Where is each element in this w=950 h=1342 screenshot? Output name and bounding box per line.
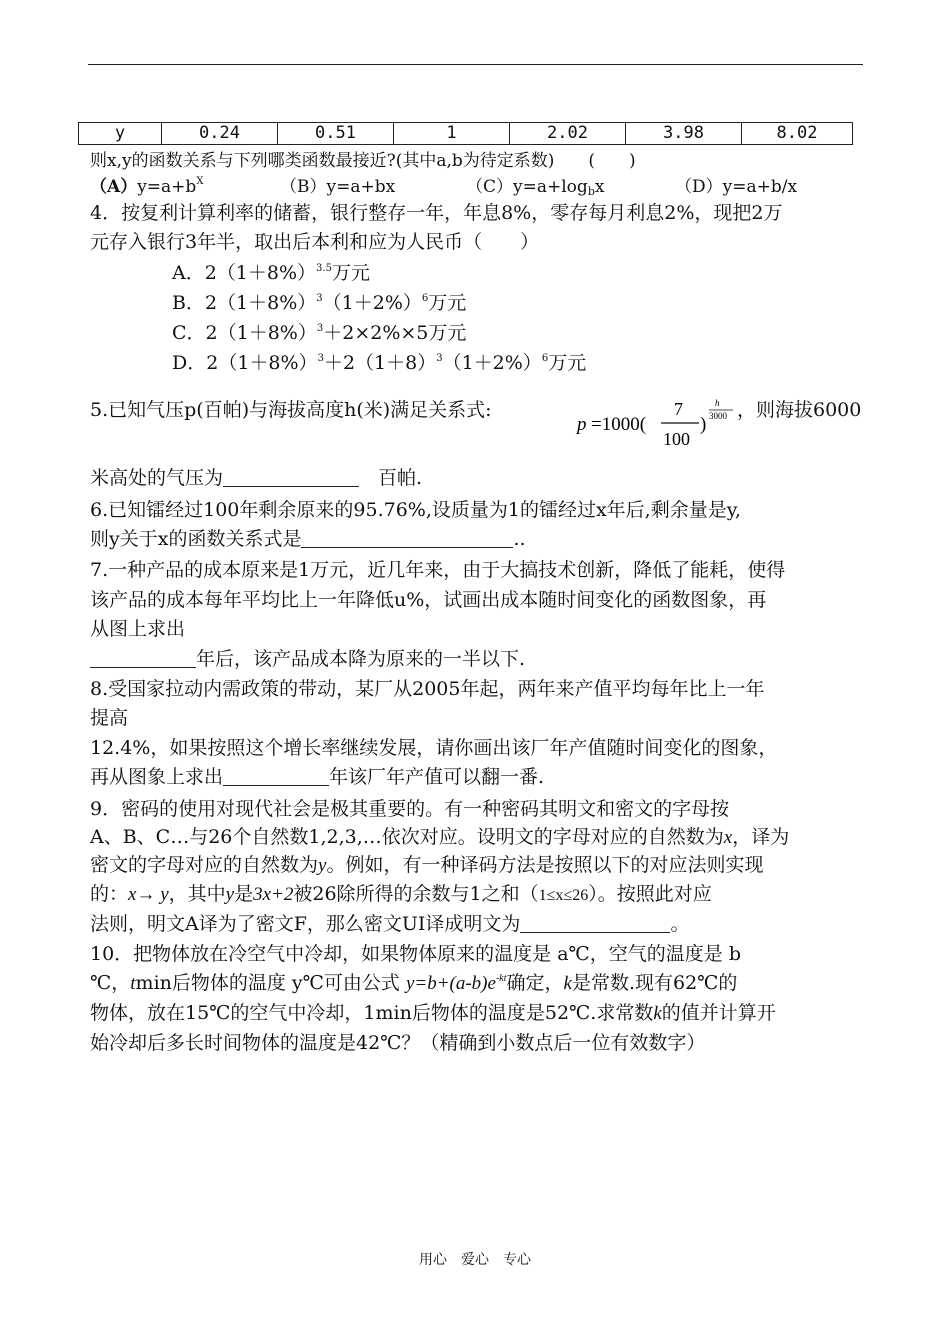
formula-exp-numerator: h <box>715 398 720 408</box>
q3-option-c: $(C)y=a+\log_bx$ <box>466 177 605 198</box>
q7-line-4: 年后，该产品成本降为原来的一半以下. <box>90 646 525 672</box>
q4-option-c: C．$2(1+8\%)^3+2\times 2\%\times 5$万元 <box>172 322 467 344</box>
q3-option-b: （B）y=a+bx <box>280 177 396 197</box>
q4-option-a: A．$2(1+8\%)^{3.5}$万元 <box>172 262 370 284</box>
q3-stem: 则x,y的函数关系与下列哪类函数最接近?(其中a,b为待定系数) ( ) <box>90 151 636 171</box>
formula-eq: =1000( <box>591 414 647 435</box>
answer-blank[interactable] <box>90 647 196 668</box>
answer-blank[interactable] <box>223 765 329 786</box>
answer-blank[interactable] <box>520 912 670 933</box>
table-cell: 3.98 <box>626 123 742 145</box>
pressure-formula <box>575 395 740 451</box>
page-footer: 用心 爱心 专心 <box>419 1252 531 1268</box>
q7-line-3: 从图上求出 <box>90 618 186 640</box>
table-cell: 8.02 <box>742 123 853 145</box>
q3-option-d: （D）y=a+b/x <box>675 177 798 197</box>
table-cell: 0.24 <box>162 123 278 145</box>
formula-close: ) <box>700 414 707 435</box>
q10-line-4: 始冷却后多长时间物体的温度是42℃？（精确到小数点后一位有效数字） <box>90 1032 706 1054</box>
q4-line-1: 4．按复利计算利率的储蓄，银行整存一年，年息8%，零存每月利息2%，现把2万 <box>90 202 783 224</box>
q8-line-3: 12.4%，如果按照这个增长率继续发展，请你画出该厂年产值随时间变化的图象， <box>90 737 778 759</box>
q6-line-1: 6.已知镭经过100年剩余原来的95.76%,设质量为1的镭经过x年后,剩余量是y, <box>90 499 741 521</box>
q3-option-a: $(A)y=a+b^X$ <box>90 176 204 197</box>
q8-line-2: 提高 <box>90 707 129 729</box>
formula-numerator: 7 <box>674 399 683 419</box>
table-cell: y <box>79 123 162 145</box>
q5-line-1b: ，则海拔6000 <box>737 399 862 421</box>
q10-line-1: 10．把物体放在冷空气中冷却，如果物体原来的温度是 a℃，空气的温度是 b <box>90 943 742 965</box>
q8-line-4: 再从图象上求出 年该厂年产值可以翻一番. <box>90 766 545 788</box>
q5-line-2: 米高处的气压为 百帕. <box>90 467 423 489</box>
q5-line-1a: 5.已知气压p(百帕)与海拔高度h(米)满足关系式: <box>90 399 492 421</box>
answer-blank[interactable] <box>301 527 513 548</box>
q10-line-3: 物体，放在15℃的空气中冷却，1min后物体的温度是52℃.求常数k的值并计算开 <box>90 1002 776 1024</box>
q4-option-d: D．$2(1+8\%)^3+2(1+8)^3(1+2\%)^6$万元 <box>172 352 587 374</box>
formula-exp-denominator: 3000 <box>709 411 727 421</box>
formula-denominator: 100 <box>663 429 690 449</box>
table-row <box>79 123 853 145</box>
header-rule <box>88 64 863 65</box>
q9-line-1: 9．密码的使用对现代社会是极其重要的。有一种密码其明文和密文的字母按 <box>90 798 730 820</box>
q10-line-2: ℃，tmin后物体的温度 y℃可由公式 $y=b+(a-b)e^{-kt}$确定，k是常数.现有62℃的 <box>90 972 738 994</box>
q7-line-2: 该产品的成本每年平均比上一年降低u%，试画出成本随时间变化的函数图象，再 <box>90 589 767 611</box>
table-cell: 2.02 <box>510 123 626 145</box>
q9-line-5: 法则，明文A译为了密文F，那么密文UI译成明文为 。 <box>90 913 690 935</box>
q4-option-b: B．$2(1+8\%)^3(1+2\%)^6$万元 <box>172 292 467 314</box>
q6-line-2: 则y关于x的函数关系式是 .. <box>90 528 526 550</box>
q9-line-3: 密文的字母对应的自然数为y。例如，有一种译码方法是按照以下的对应法则实现 <box>90 854 764 876</box>
q8-line-1: 8.受国家拉动内需政策的带动，某厂从2005年起，两年来产值平均每年比上一年 <box>90 678 765 700</box>
formula-p: p <box>577 414 587 435</box>
table-cell: 0.51 <box>278 123 394 145</box>
q9-line-4: 的：x→ y，其中y是3x+2被26除所得的余数与1之和（1≤x≤26）。按照此对应 <box>90 883 712 905</box>
answer-blank[interactable] <box>223 466 359 487</box>
q9-line-2: A、B、C…与26个自然数1,2,3,…依次对应。设明文的字母对应的自然数为x，译为 <box>90 826 790 848</box>
data-table <box>78 122 853 145</box>
q7-line-1: 7.一种产品的成本原来是1万元，近几年来，由于大搞技术创新，降低了能耗，使得 <box>90 559 786 581</box>
table-cell: 1 <box>394 123 510 145</box>
q4-line-2: 元存入银行3年半，取出后本利和应为人民币（ ） <box>90 231 540 253</box>
